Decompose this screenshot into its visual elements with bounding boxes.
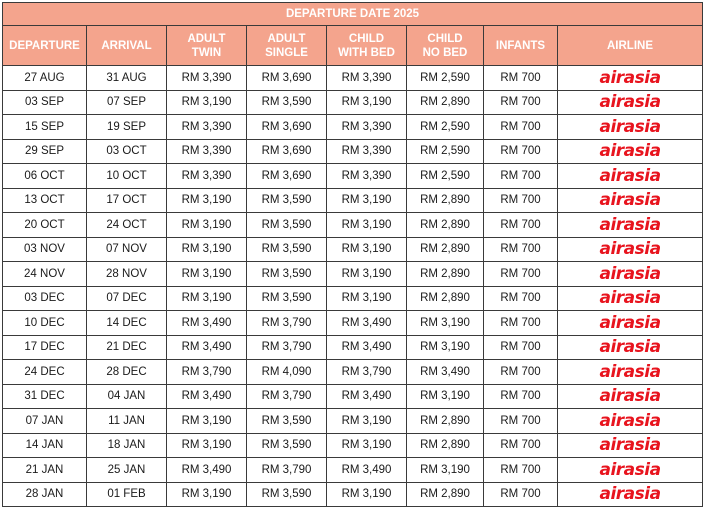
child-no-bed-cell: RM 2,890	[407, 286, 484, 311]
arrival-cell: 10 OCT	[87, 164, 167, 189]
header-adult-single	[247, 26, 327, 66]
header-departure: DEPARTURE	[3, 26, 87, 66]
table-row	[3, 433, 703, 458]
airline-cell	[558, 90, 703, 115]
airline-cell	[558, 262, 703, 287]
adult-single-cell: RM 3,690	[247, 115, 327, 140]
airline-cell	[558, 409, 703, 434]
child-no-bed-cell: RM 3,190	[407, 335, 484, 360]
departure-cell: 13 OCT	[3, 188, 87, 213]
arrival-cell: 01 FEB	[87, 482, 167, 507]
table-row	[3, 213, 703, 238]
airasia-logo: airasia	[599, 214, 661, 235]
airasia-logo: airasia	[599, 263, 661, 284]
adult-single-cell: RM 3,590	[247, 482, 327, 507]
child-no-bed-cell: RM 2,590	[407, 66, 484, 91]
table-row	[3, 188, 703, 213]
infants-cell: RM 700	[484, 286, 558, 311]
header-adult-single-line1: ADULT	[267, 32, 306, 45]
header-row	[3, 26, 703, 66]
child-with-bed-cell: RM 3,490	[327, 311, 407, 336]
adult-twin-cell: RM 3,390	[167, 115, 247, 140]
child-no-bed-cell: RM 3,190	[407, 311, 484, 336]
departure-cell: 24 NOV	[3, 262, 87, 287]
table-row	[3, 458, 703, 483]
arrival-cell: 18 JAN	[87, 433, 167, 458]
adult-single-cell: RM 3,590	[247, 433, 327, 458]
header-child-no-bed	[407, 26, 484, 66]
child-no-bed-cell: RM 2,590	[407, 139, 484, 164]
adult-twin-cell: RM 3,490	[167, 311, 247, 336]
infants-cell: RM 700	[484, 188, 558, 213]
airline-cell	[558, 164, 703, 189]
header-adult-twin-line1: ADULT	[187, 32, 226, 45]
header-child-no-bed-line1: CHILD	[427, 32, 463, 45]
adult-twin-cell: RM 3,490	[167, 384, 247, 409]
header-child-with-bed-line2: WITH BED	[338, 46, 395, 59]
adult-twin-cell: RM 3,190	[167, 188, 247, 213]
infants-cell: RM 700	[484, 164, 558, 189]
table-row	[3, 237, 703, 262]
arrival-cell: 14 DEC	[87, 311, 167, 336]
arrival-cell: 25 JAN	[87, 458, 167, 483]
table-row	[3, 139, 703, 164]
departure-cell: 03 DEC	[3, 286, 87, 311]
child-with-bed-cell: RM 3,190	[327, 90, 407, 115]
airasia-logo: airasia	[599, 288, 661, 309]
table-row	[3, 482, 703, 507]
child-with-bed-cell: RM 3,490	[327, 384, 407, 409]
table-row	[3, 335, 703, 360]
airasia-logo: airasia	[599, 312, 661, 333]
child-with-bed-cell: RM 3,390	[327, 66, 407, 91]
table-body	[3, 66, 703, 507]
adult-single-cell: RM 3,590	[247, 409, 327, 434]
airline-cell	[558, 458, 703, 483]
airline-cell	[558, 335, 703, 360]
airline-cell	[558, 286, 703, 311]
adult-twin-cell: RM 3,190	[167, 237, 247, 262]
header-airline: AIRLINE	[558, 26, 703, 66]
airline-cell	[558, 139, 703, 164]
airline-cell	[558, 311, 703, 336]
infants-cell: RM 700	[484, 237, 558, 262]
arrival-cell: 07 SEP	[87, 90, 167, 115]
departure-cell: 29 SEP	[3, 139, 87, 164]
airasia-logo: airasia	[599, 92, 661, 113]
table-row	[3, 262, 703, 287]
child-with-bed-cell: RM 3,190	[327, 262, 407, 287]
adult-single-cell: RM 3,790	[247, 458, 327, 483]
departure-cell: 17 DEC	[3, 335, 87, 360]
airasia-logo: airasia	[599, 190, 661, 211]
arrival-cell: 07 DEC	[87, 286, 167, 311]
adult-twin-cell: RM 3,390	[167, 139, 247, 164]
title-row	[3, 3, 703, 26]
airasia-logo: airasia	[599, 484, 661, 505]
airline-cell	[558, 433, 703, 458]
airline-cell	[558, 360, 703, 385]
table-row	[3, 311, 703, 336]
departure-cell: 03 SEP	[3, 90, 87, 115]
child-no-bed-cell: RM 2,890	[407, 90, 484, 115]
child-no-bed-cell: RM 2,590	[407, 115, 484, 140]
departure-cell: 10 DEC	[3, 311, 87, 336]
child-no-bed-cell: RM 2,890	[407, 237, 484, 262]
airasia-logo: airasia	[599, 410, 661, 431]
table-row	[3, 384, 703, 409]
header-arrival: ARRIVAL	[87, 26, 167, 66]
arrival-cell: 03 OCT	[87, 139, 167, 164]
departure-cell: 21 JAN	[3, 458, 87, 483]
airline-cell	[558, 384, 703, 409]
adult-twin-cell: RM 3,190	[167, 433, 247, 458]
adult-twin-cell: RM 3,390	[167, 66, 247, 91]
child-with-bed-cell: RM 3,190	[327, 482, 407, 507]
child-with-bed-cell: RM 3,190	[327, 188, 407, 213]
header-child-with-bed-line1: CHILD	[348, 32, 385, 45]
departure-cell: 03 NOV	[3, 237, 87, 262]
arrival-cell: 31 AUG	[87, 66, 167, 91]
arrival-cell: 28 NOV	[87, 262, 167, 287]
table-row	[3, 66, 703, 91]
arrival-cell: 11 JAN	[87, 409, 167, 434]
header-infants: INFANTS	[484, 26, 558, 66]
arrival-cell: 28 DEC	[87, 360, 167, 385]
airline-cell	[558, 115, 703, 140]
table-row	[3, 360, 703, 385]
infants-cell: RM 700	[484, 262, 558, 287]
departure-cell: 15 SEP	[3, 115, 87, 140]
child-no-bed-cell: RM 2,890	[407, 262, 484, 287]
infants-cell: RM 700	[484, 433, 558, 458]
infants-cell: RM 700	[484, 115, 558, 140]
adult-single-cell: RM 3,590	[247, 286, 327, 311]
infants-cell: RM 700	[484, 482, 558, 507]
header-child-no-bed-line2: NO BED	[422, 46, 468, 59]
child-no-bed-cell: RM 3,190	[407, 458, 484, 483]
infants-cell: RM 700	[484, 139, 558, 164]
table-row	[3, 115, 703, 140]
child-with-bed-cell: RM 3,490	[327, 458, 407, 483]
airasia-logo: airasia	[599, 141, 661, 162]
airline-cell	[558, 237, 703, 262]
child-no-bed-cell: RM 2,890	[407, 409, 484, 434]
adult-twin-cell: RM 3,490	[167, 335, 247, 360]
infants-cell: RM 700	[484, 66, 558, 91]
adult-twin-cell: RM 3,490	[167, 458, 247, 483]
adult-twin-cell: RM 3,190	[167, 213, 247, 238]
infants-cell: RM 700	[484, 311, 558, 336]
adult-single-cell: RM 3,590	[247, 90, 327, 115]
departure-cell: 28 JAN	[3, 482, 87, 507]
adult-single-cell: RM 3,590	[247, 188, 327, 213]
airasia-logo: airasia	[599, 337, 661, 358]
child-no-bed-cell: RM 2,890	[407, 188, 484, 213]
departure-cell: 24 DEC	[3, 360, 87, 385]
adult-single-cell: RM 3,690	[247, 66, 327, 91]
table-row	[3, 409, 703, 434]
departure-cell: 20 OCT	[3, 213, 87, 238]
child-with-bed-cell: RM 3,190	[327, 286, 407, 311]
airasia-logo: airasia	[599, 239, 661, 260]
table-row	[3, 286, 703, 311]
header-adult-twin	[167, 26, 247, 66]
child-no-bed-cell: RM 2,890	[407, 482, 484, 507]
airasia-logo: airasia	[599, 116, 661, 137]
departure-cell: 06 OCT	[3, 164, 87, 189]
arrival-cell: 21 DEC	[87, 335, 167, 360]
airasia-logo: airasia	[599, 459, 661, 480]
airasia-logo: airasia	[599, 386, 661, 407]
infants-cell: RM 700	[484, 384, 558, 409]
infants-cell: RM 700	[484, 213, 558, 238]
airasia-logo: airasia	[599, 67, 661, 88]
arrival-cell: 17 OCT	[87, 188, 167, 213]
adult-single-cell: RM 3,590	[247, 262, 327, 287]
airasia-logo: airasia	[599, 165, 661, 186]
adult-twin-cell: RM 3,390	[167, 164, 247, 189]
adult-twin-cell: RM 3,190	[167, 262, 247, 287]
header-adult-twin-line2: TWIN	[191, 46, 222, 59]
arrival-cell: 24 OCT	[87, 213, 167, 238]
airline-cell	[558, 66, 703, 91]
infants-cell: RM 700	[484, 335, 558, 360]
header-adult-single-line2: SINGLE	[265, 46, 308, 59]
child-with-bed-cell: RM 3,190	[327, 433, 407, 458]
airline-cell	[558, 188, 703, 213]
child-with-bed-cell: RM 3,490	[327, 335, 407, 360]
airline-cell	[558, 213, 703, 238]
airasia-logo: airasia	[599, 361, 661, 382]
arrival-cell: 04 JAN	[87, 384, 167, 409]
adult-single-cell: RM 3,690	[247, 164, 327, 189]
adult-twin-cell: RM 3,190	[167, 409, 247, 434]
child-no-bed-cell: RM 2,890	[407, 213, 484, 238]
departure-cell: 07 JAN	[3, 409, 87, 434]
departure-cell: 31 DEC	[3, 384, 87, 409]
adult-twin-cell: RM 3,190	[167, 90, 247, 115]
adult-twin-cell: RM 3,190	[167, 286, 247, 311]
child-with-bed-cell: RM 3,190	[327, 213, 407, 238]
child-with-bed-cell: RM 3,190	[327, 237, 407, 262]
child-no-bed-cell: RM 2,890	[407, 433, 484, 458]
header-child-with-bed	[327, 26, 407, 66]
arrival-cell: 19 SEP	[87, 115, 167, 140]
arrival-cell: 07 NOV	[87, 237, 167, 262]
adult-single-cell: RM 3,790	[247, 311, 327, 336]
adult-twin-cell: RM 3,790	[167, 360, 247, 385]
child-no-bed-cell: RM 3,190	[407, 384, 484, 409]
child-with-bed-cell: RM 3,390	[327, 139, 407, 164]
infants-cell: RM 700	[484, 360, 558, 385]
infants-cell: RM 700	[484, 458, 558, 483]
adult-twin-cell: RM 3,190	[167, 482, 247, 507]
price-table	[2, 2, 703, 507]
departure-cell: 27 AUG	[3, 66, 87, 91]
adult-single-cell: RM 3,590	[247, 237, 327, 262]
child-with-bed-cell: RM 3,790	[327, 360, 407, 385]
child-with-bed-cell: RM 3,390	[327, 115, 407, 140]
child-with-bed-cell: RM 3,390	[327, 164, 407, 189]
adult-single-cell: RM 4,090	[247, 360, 327, 385]
table-row	[3, 164, 703, 189]
table-row	[3, 90, 703, 115]
infants-cell: RM 700	[484, 409, 558, 434]
adult-single-cell: RM 3,790	[247, 384, 327, 409]
child-with-bed-cell: RM 3,190	[327, 409, 407, 434]
child-no-bed-cell: RM 3,490	[407, 360, 484, 385]
airasia-logo: airasia	[599, 435, 661, 456]
adult-single-cell: RM 3,590	[247, 213, 327, 238]
table-title: DEPARTURE DATE 2025	[3, 3, 703, 26]
adult-single-cell: RM 3,790	[247, 335, 327, 360]
airline-cell	[558, 482, 703, 507]
departure-cell: 14 JAN	[3, 433, 87, 458]
adult-single-cell: RM 3,690	[247, 139, 327, 164]
infants-cell: RM 700	[484, 90, 558, 115]
child-no-bed-cell: RM 2,590	[407, 164, 484, 189]
